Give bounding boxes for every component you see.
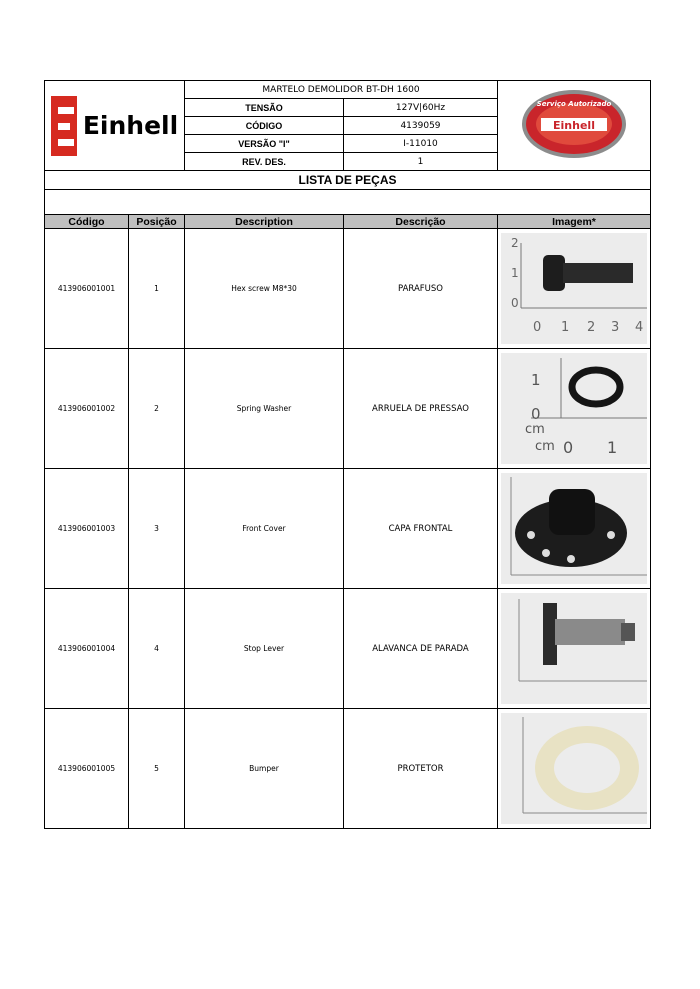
column-header-position: Posição — [129, 215, 185, 229]
part-description: Spring Washer — [185, 349, 344, 469]
einhell-logo — [45, 81, 184, 170]
front-cover-photo-icon — [501, 473, 647, 584]
svg-text:cm: cm — [525, 422, 545, 437]
svg-text:0: 0 — [563, 438, 574, 457]
part-image-cell — [498, 469, 651, 589]
table-row — [45, 349, 651, 469]
svg-text:4: 4 — [635, 320, 644, 335]
svg-text:0: 0 — [531, 405, 541, 423]
part-description: Stop Lever — [185, 589, 344, 709]
part-image-cell — [498, 589, 651, 709]
part-image-cell — [498, 349, 651, 469]
part-descricao: PROTETOR — [344, 709, 498, 829]
part-code: 413906001003 — [45, 469, 129, 589]
version-label: VERSÃO "I" — [185, 135, 344, 153]
svg-text:1: 1 — [531, 371, 541, 389]
list-title: LISTA DE PEÇAS — [45, 171, 651, 190]
version-value: I-11010 — [344, 135, 498, 153]
part-description: Hex screw M8*30 — [185, 229, 344, 349]
voltage-value: 127V|60Hz — [344, 99, 498, 117]
part-position: 1 — [129, 229, 185, 349]
svg-text:1: 1 — [607, 438, 618, 457]
spacer-row — [45, 190, 651, 216]
parts-table — [44, 214, 651, 829]
part-position: 5 — [129, 709, 185, 829]
header-table — [44, 80, 651, 215]
seal-top-text: Serviço Autorizado — [536, 100, 612, 108]
seal-brand: Einhell — [553, 119, 595, 132]
svg-text:2: 2 — [587, 320, 596, 335]
table-row — [45, 709, 651, 829]
part-descricao: CAPA FRONTAL — [344, 469, 498, 589]
part-code: 413906001005 — [45, 709, 129, 829]
svg-text:1: 1 — [511, 266, 519, 280]
part-code: 413906001004 — [45, 589, 129, 709]
part-description: Front Cover — [185, 469, 344, 589]
brand-name: Einhell — [82, 111, 179, 140]
spring-washer-photo-icon — [501, 353, 647, 464]
part-code: 413906001002 — [45, 349, 129, 469]
part-description: Bumper — [185, 709, 344, 829]
part-code: 413906001001 — [45, 229, 129, 349]
svg-text:0: 0 — [533, 320, 542, 335]
code-label: CÓDIGO — [185, 117, 344, 135]
hex-screw-photo-icon — [501, 233, 647, 344]
column-header-descricao: Descrição — [344, 215, 498, 229]
stop-lever-photo-icon — [501, 593, 647, 704]
part-descricao: ALAVANCA DE PARADA — [344, 589, 498, 709]
part-image-cell — [498, 709, 651, 829]
table-row — [45, 229, 651, 349]
column-header-code: Código — [45, 215, 129, 229]
bumper-photo-icon — [501, 713, 647, 824]
svg-text:cm: cm — [535, 439, 555, 454]
part-position: 2 — [129, 349, 185, 469]
part-position: 4 — [129, 589, 185, 709]
svg-text:0: 0 — [511, 296, 519, 310]
brand-logo-cell — [45, 81, 185, 171]
part-descricao: PARAFUSO — [344, 229, 498, 349]
revision-label: REV. DES. — [185, 153, 344, 171]
part-image-cell — [498, 229, 651, 349]
part-position: 3 — [129, 469, 185, 589]
part-descricao: ARRUELA DE PRESSAO — [344, 349, 498, 469]
parts-list-sheet — [44, 80, 650, 829]
svg-text:2: 2 — [511, 236, 519, 250]
table-row — [45, 469, 651, 589]
authorized-service-seal-icon — [519, 88, 629, 160]
table-row — [45, 589, 651, 709]
svg-text:3: 3 — [611, 320, 620, 335]
authorized-service-seal-cell — [498, 81, 651, 171]
revision-value: 1 — [344, 153, 498, 171]
code-value: 4139059 — [344, 117, 498, 135]
product-title: MARTELO DEMOLIDOR BT-DH 1600 — [185, 81, 498, 99]
column-header-image: Imagem* — [498, 215, 651, 229]
einhell-e-icon — [51, 96, 77, 156]
column-header-description: Description — [185, 215, 344, 229]
voltage-label: TENSÃO — [185, 99, 344, 117]
svg-text:1: 1 — [561, 320, 570, 335]
